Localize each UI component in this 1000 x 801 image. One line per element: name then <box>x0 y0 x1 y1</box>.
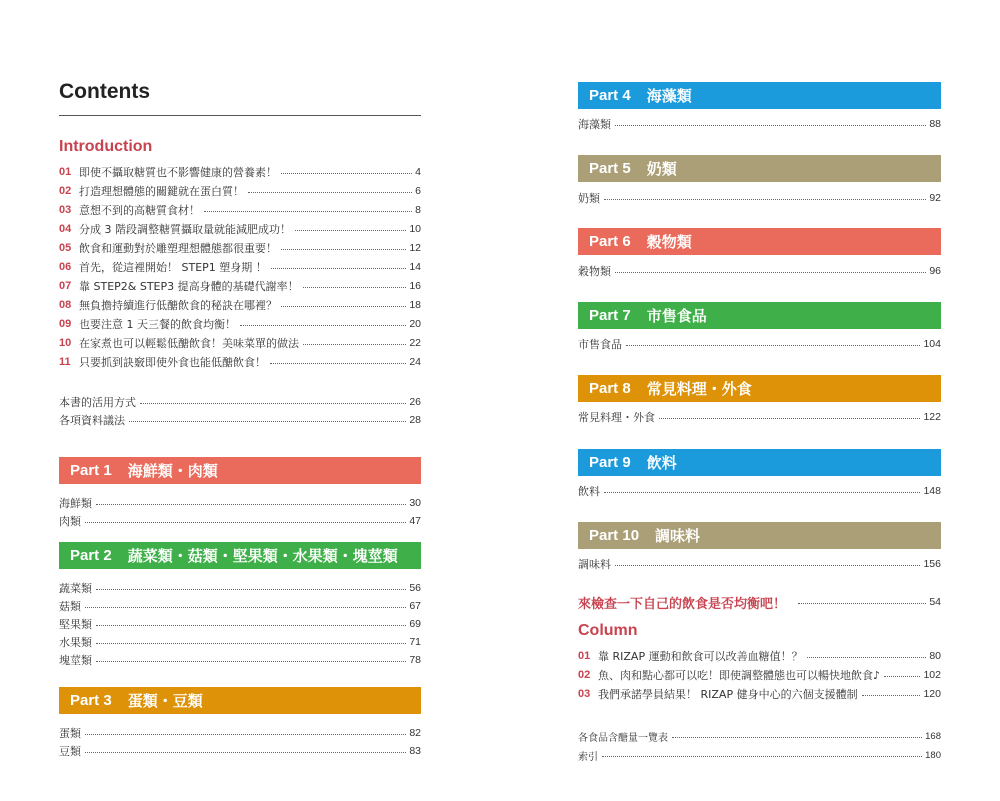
dot-leader <box>604 492 920 493</box>
part-title: 常見料理・外食 <box>646 380 752 398</box>
entry-title: 肉類 <box>59 515 81 528</box>
entry-title: 穀物類 <box>578 265 611 278</box>
dot-leader <box>85 752 406 753</box>
entry-title: 本書的活用方式 <box>59 396 136 409</box>
dot-leader <box>96 643 406 644</box>
title-rule <box>59 115 421 116</box>
dot-leader <box>85 522 406 523</box>
entry-page: 56 <box>409 582 421 594</box>
part-9-band[interactable] <box>578 449 941 476</box>
dot-leader <box>129 421 406 422</box>
entry-page: 47 <box>409 515 421 527</box>
entry-number: 08 <box>59 299 72 311</box>
dot-leader <box>659 418 920 419</box>
entry-page: 24 <box>409 356 421 368</box>
entry-title: 調味料 <box>578 558 611 571</box>
toc-entry-intro-01[interactable] <box>59 163 421 181</box>
entry-title: 海鮮類 <box>59 497 92 510</box>
dot-leader <box>281 306 406 307</box>
part-label: Part 8 <box>589 380 631 397</box>
entry-title: 堅果類 <box>59 618 92 631</box>
entry-page: 156 <box>923 558 941 570</box>
dot-leader <box>884 676 920 677</box>
dot-leader <box>85 607 406 608</box>
part-title: 蛋類・豆類 <box>127 692 203 710</box>
entry-number: 07 <box>59 280 72 292</box>
toc-entry-tubers[interactable] <box>59 651 421 669</box>
dot-leader <box>96 661 406 662</box>
entry-number: 03 <box>59 204 72 216</box>
toc-entry-intro-11[interactable] <box>59 353 421 371</box>
part-label: Part 9 <box>589 454 631 471</box>
toc-entry-balance-check[interactable] <box>578 593 941 611</box>
toc-entry-meat[interactable] <box>59 512 421 530</box>
entry-page: 16 <box>409 280 421 292</box>
part-label: Part 4 <box>589 87 631 104</box>
dot-leader <box>281 173 412 174</box>
entry-page: 168 <box>925 730 941 742</box>
entry-title: 索引 <box>578 751 598 763</box>
entry-number: 04 <box>59 223 72 235</box>
toc-entry-how-to-use[interactable] <box>59 393 421 411</box>
entry-number: 02 <box>59 185 72 197</box>
toc-entry-intro-08[interactable] <box>59 296 421 314</box>
entry-title: 分成 3 階段調整糖質攝取量就能減肥成功！ <box>79 223 291 236</box>
toc-entry-common-dishes[interactable] <box>578 408 941 426</box>
entry-title: 奶類 <box>578 192 600 205</box>
entry-title: 只要抓到訣竅即使外食也能低醣飲食！ <box>79 356 266 369</box>
entry-page: 10 <box>409 223 421 235</box>
toc-entry-column-01[interactable] <box>578 647 941 665</box>
entry-page: 120 <box>923 688 941 700</box>
entry-title: 水果類 <box>59 636 92 649</box>
part-5-band[interactable] <box>578 155 941 182</box>
entry-title: 魚、肉和點心都可以吃！即使調整體態也可以暢快地飲食♪ <box>598 669 881 682</box>
part-title: 蔬菜類・菇類・堅果類・水果類・塊莖類 <box>127 547 398 565</box>
toc-entry-vegetables[interactable] <box>59 579 421 597</box>
dot-leader <box>615 125 926 126</box>
entry-page: 22 <box>409 337 421 349</box>
dot-leader <box>295 230 406 231</box>
toc-entry-grains[interactable] <box>578 262 941 280</box>
dot-leader <box>303 344 406 345</box>
part-label: Part 7 <box>589 307 631 324</box>
entry-page: 14 <box>409 261 421 273</box>
dot-leader <box>672 737 922 738</box>
entry-title: 菇類 <box>59 600 81 613</box>
part-2-band[interactable] <box>59 542 421 569</box>
entry-title: 蔬菜類 <box>59 582 92 595</box>
dot-leader <box>281 249 406 250</box>
entry-title: 即使不攝取糖質也不影響健康的營養素！ <box>79 166 277 179</box>
toc-entry-sugar-table[interactable] <box>578 727 941 745</box>
contents-title: Contents <box>59 80 150 103</box>
entry-title: 首先，從這裡開始！ STEP1 塑身期 ！ <box>79 261 267 274</box>
toc-entry-intro-04[interactable] <box>59 220 421 238</box>
entry-page: 80 <box>929 650 941 662</box>
entry-number: 01 <box>578 650 591 662</box>
entry-page: 148 <box>923 485 941 497</box>
entry-title: 各食品含醣量一覽表 <box>578 732 668 744</box>
entry-page: 4 <box>415 166 421 178</box>
entry-number: 03 <box>578 688 591 700</box>
part-1-band[interactable] <box>59 457 421 484</box>
dot-leader <box>140 403 406 404</box>
entry-page: 67 <box>409 600 421 612</box>
dot-leader <box>96 625 406 626</box>
entry-page: 20 <box>409 318 421 330</box>
part-label: Part 3 <box>70 692 112 709</box>
toc-entry-seafood[interactable] <box>59 494 421 512</box>
entry-page: 82 <box>409 727 421 739</box>
introduction-heading: Introduction <box>59 138 153 155</box>
part-title: 奶類 <box>646 160 677 178</box>
entry-page: 18 <box>409 299 421 311</box>
entry-title: 各項資料議法 <box>59 414 125 427</box>
entry-title: 我們承諾學員結果！ RIZAP 健身中心的六個支援體制 <box>598 688 858 701</box>
part-label: Part 6 <box>589 233 631 250</box>
dot-leader <box>85 734 406 735</box>
toc-entry-eggs[interactable] <box>59 724 421 742</box>
toc-entry-column-02[interactable] <box>578 666 941 684</box>
entry-title: 飲料 <box>578 485 600 498</box>
entry-page: 28 <box>409 414 421 426</box>
dot-leader <box>271 268 407 269</box>
entry-title: 靠 RIZAP 運動和飲食可以改善血糖值！？ <box>598 650 803 663</box>
dot-leader <box>240 325 406 326</box>
entry-title: 飲食和運動對於雕塑理想體態都很重要！ <box>79 242 277 255</box>
dot-leader <box>96 589 406 590</box>
toc-entry-nuts[interactable] <box>59 615 421 633</box>
part-title: 穀物類 <box>646 233 692 251</box>
part-7-band[interactable] <box>578 302 941 329</box>
part-title: 調味料 <box>655 527 701 545</box>
toc-entry-seaweed[interactable] <box>578 115 941 133</box>
entry-title: 意想不到的高糖質食材！ <box>79 204 200 217</box>
toc-entry-fruits[interactable] <box>59 633 421 651</box>
dot-leader <box>270 363 406 364</box>
dot-leader <box>626 345 920 346</box>
dot-leader <box>615 272 926 273</box>
part-label: Part 10 <box>589 527 640 544</box>
entry-page: 83 <box>409 745 421 757</box>
entry-page: 104 <box>923 338 941 350</box>
entry-page: 6 <box>415 185 421 197</box>
entry-page: 96 <box>929 265 941 277</box>
toc-entry-retail-food[interactable] <box>578 335 941 353</box>
toc-entry-seasonings[interactable] <box>578 555 941 573</box>
dot-leader <box>248 192 412 193</box>
toc-entry-mushrooms[interactable] <box>59 597 421 615</box>
toc-entry-intro-10[interactable] <box>59 334 421 352</box>
entry-page: 71 <box>409 636 421 648</box>
entry-title: 塊莖類 <box>59 654 92 667</box>
entry-number: 01 <box>59 166 72 178</box>
entry-page: 54 <box>929 596 941 608</box>
dot-leader <box>615 565 920 566</box>
toc-entry-beans[interactable] <box>59 742 421 760</box>
entry-title: 蛋類 <box>59 727 81 740</box>
entry-title: 常見料理・外食 <box>578 411 655 424</box>
entry-page: 69 <box>409 618 421 630</box>
part-6-band[interactable] <box>578 228 941 255</box>
entry-page: 8 <box>415 204 421 216</box>
entry-page: 26 <box>409 396 421 408</box>
dot-leader <box>303 287 407 288</box>
entry-page: 102 <box>923 669 941 681</box>
dot-leader <box>862 695 921 696</box>
part-8-band[interactable] <box>578 375 941 402</box>
toc-entry-data-notes[interactable] <box>59 411 421 429</box>
part-title: 飲料 <box>646 454 677 472</box>
dot-leader <box>807 657 927 658</box>
dot-leader <box>604 199 926 200</box>
entry-title: 海藻類 <box>578 118 611 131</box>
entry-title: 在家煮也可以輕鬆低醣飲食！美味菜單的做法 <box>79 337 299 350</box>
entry-number: 02 <box>578 669 591 681</box>
dot-leader <box>96 504 406 505</box>
entry-title: 市售食品 <box>578 338 622 351</box>
entry-page: 180 <box>925 749 941 761</box>
part-title: 市售食品 <box>646 307 707 325</box>
entry-title: 無負擔持續進行低醣飲食的秘訣在哪裡？ <box>79 299 277 312</box>
toc-entry-intro-05[interactable] <box>59 239 421 257</box>
entry-title: 豆類 <box>59 745 81 758</box>
entry-title: 來檢查一下自己的飲食是否均衡吧！ <box>578 596 787 612</box>
entry-page: 122 <box>923 411 941 423</box>
entry-title: 打造理想體態的關鍵就在蛋白質！ <box>79 185 244 198</box>
part-label: Part 2 <box>70 547 112 564</box>
entry-number: 06 <box>59 261 72 273</box>
entry-title: 靠 STEP2& STEP3 提高身體的基礎代謝率！ <box>79 280 299 293</box>
toc-entry-intro-06[interactable] <box>59 258 421 276</box>
entry-number: 09 <box>59 318 72 330</box>
dot-leader <box>602 756 922 757</box>
part-label: Part 1 <box>70 462 112 479</box>
entry-number: 11 <box>59 356 71 368</box>
toc-entry-index[interactable] <box>578 746 941 764</box>
entry-page: 92 <box>929 192 941 204</box>
toc-entry-intro-07[interactable] <box>59 277 421 295</box>
toc-entry-intro-03[interactable] <box>59 201 421 219</box>
part-title: 海藻類 <box>646 87 692 105</box>
part-10-band[interactable] <box>578 522 941 549</box>
part-3-band[interactable] <box>59 687 421 714</box>
dot-leader <box>798 603 926 604</box>
toc-entry-drinks[interactable] <box>578 482 941 500</box>
entry-title: 也要注意 1 天三餐的飲食均衡！ <box>79 318 236 331</box>
column-heading: Column <box>578 622 638 639</box>
part-4-band[interactable] <box>578 82 941 109</box>
dot-leader <box>204 211 412 212</box>
entry-page: 78 <box>409 654 421 666</box>
entry-page: 30 <box>409 497 421 509</box>
toc-entry-intro-02[interactable] <box>59 182 421 200</box>
entry-page: 12 <box>409 242 421 254</box>
entry-number: 05 <box>59 242 72 254</box>
entry-number: 10 <box>59 337 72 349</box>
part-title: 海鮮類・肉類 <box>127 462 218 480</box>
toc-entry-column-03[interactable] <box>578 685 941 703</box>
toc-entry-dairy[interactable] <box>578 189 941 207</box>
part-label: Part 5 <box>589 160 631 177</box>
entry-page: 88 <box>929 118 941 130</box>
toc-entry-intro-09[interactable] <box>59 315 421 333</box>
